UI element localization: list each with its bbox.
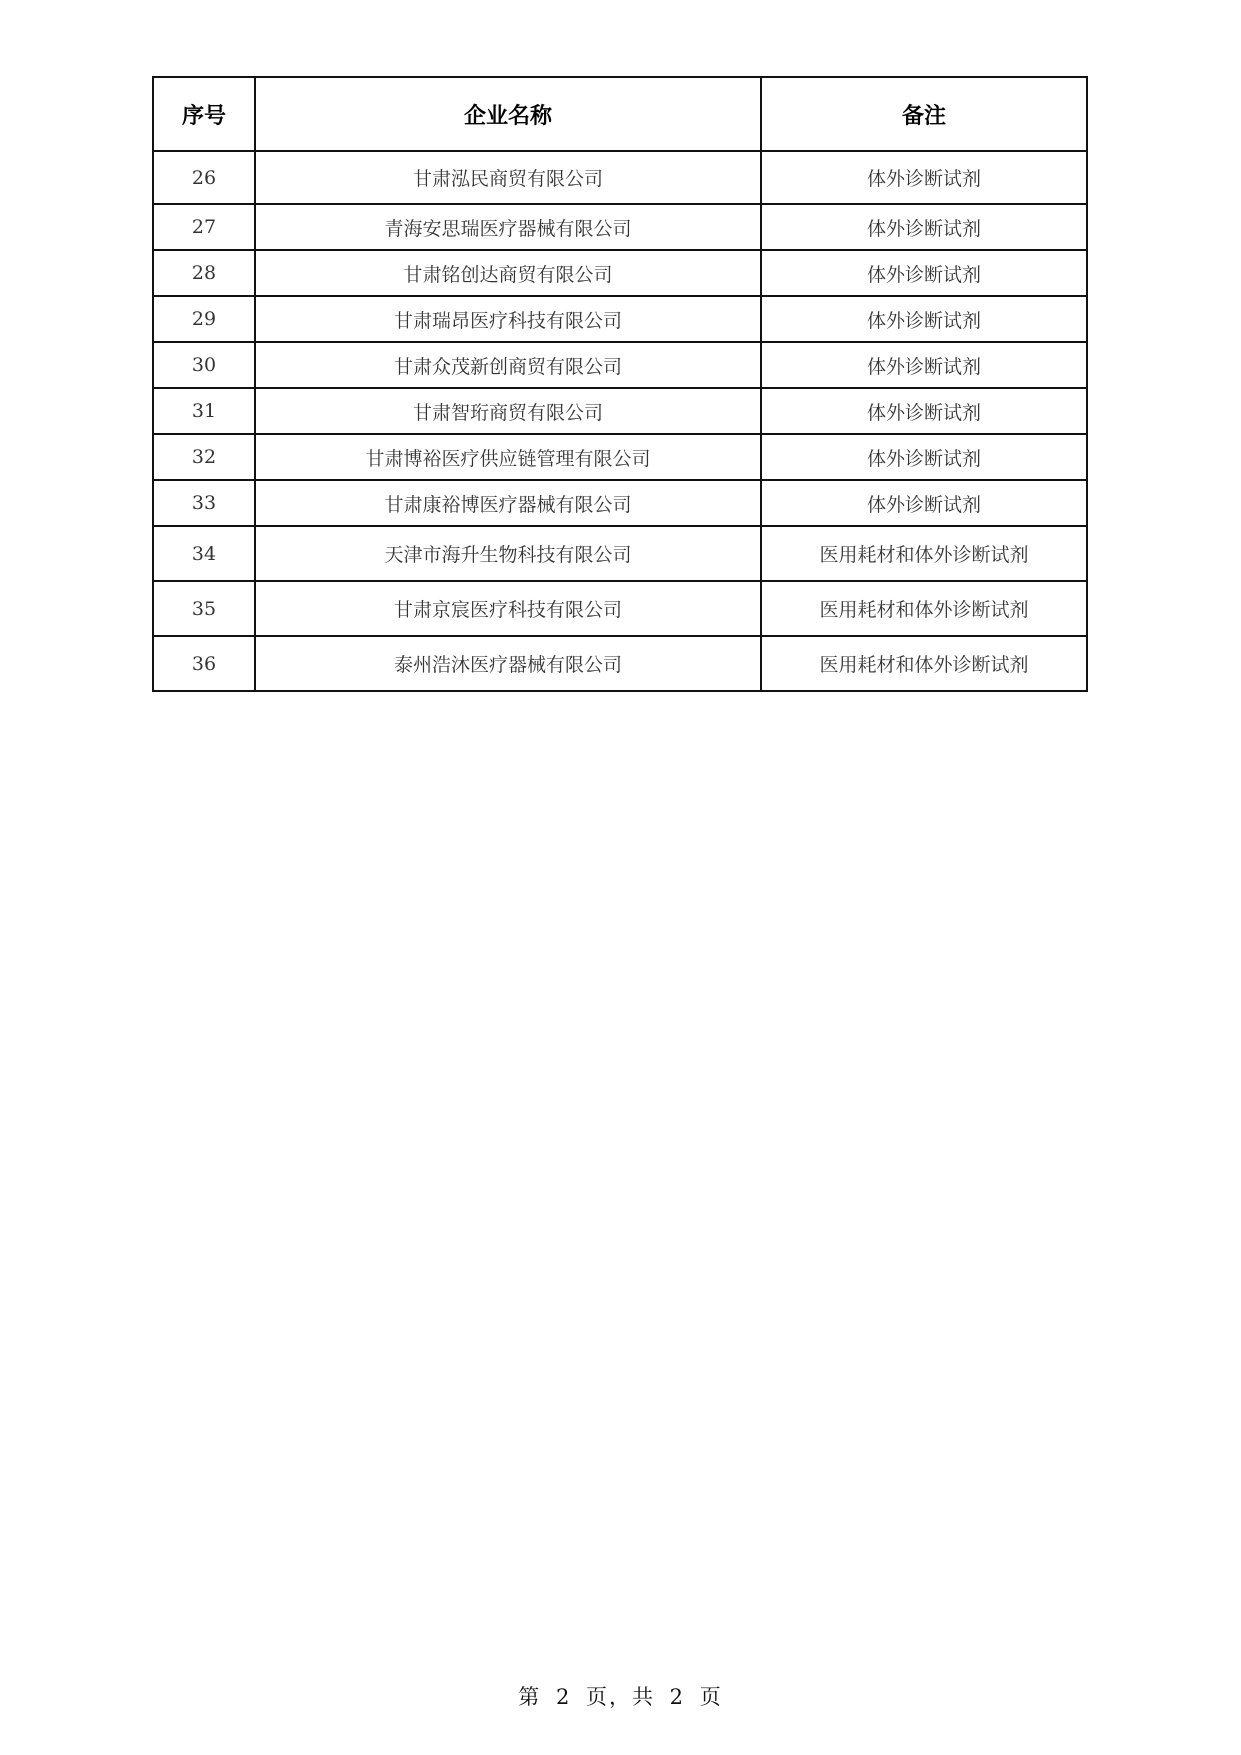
row-company-name: 青海安思瑞医疗器械有限公司 xyxy=(255,204,761,250)
row-no: 28 xyxy=(153,250,255,296)
table-row xyxy=(153,434,1087,480)
table-row xyxy=(153,581,1087,636)
row-no: 36 xyxy=(153,636,255,691)
row-no: 27 xyxy=(153,204,255,250)
table-row xyxy=(153,636,1087,691)
row-company-name: 甘肃众茂新创商贸有限公司 xyxy=(255,342,761,388)
header-company-name: 企业名称 xyxy=(255,77,761,151)
row-no: 35 xyxy=(153,581,255,636)
row-no: 30 xyxy=(153,342,255,388)
row-note: 医用耗材和体外诊断试剂 xyxy=(761,636,1087,691)
row-no: 33 xyxy=(153,480,255,526)
row-company-name: 甘肃康裕博医疗器械有限公司 xyxy=(255,480,761,526)
table-row xyxy=(153,480,1087,526)
row-company-name: 甘肃泓民商贸有限公司 xyxy=(255,151,761,204)
row-note: 体外诊断试剂 xyxy=(761,480,1087,526)
header-no: 序号 xyxy=(153,77,255,151)
row-company-name: 泰州浩沐医疗器械有限公司 xyxy=(255,636,761,691)
row-no: 29 xyxy=(153,296,255,342)
table-row xyxy=(153,204,1087,250)
row-company-name: 甘肃智珩商贸有限公司 xyxy=(255,388,761,434)
table-header-row xyxy=(153,77,1087,151)
table-row xyxy=(153,388,1087,434)
table-row xyxy=(153,342,1087,388)
table-row xyxy=(153,250,1087,296)
row-note: 医用耗材和体外诊断试剂 xyxy=(761,581,1087,636)
row-company-name: 天津市海升生物科技有限公司 xyxy=(255,526,761,581)
row-no: 32 xyxy=(153,434,255,480)
page-number-footer: 第 2 页，共 2 页 xyxy=(518,1685,723,1709)
row-note: 体外诊断试剂 xyxy=(761,342,1087,388)
row-note: 体外诊断试剂 xyxy=(761,204,1087,250)
row-company-name: 甘肃博裕医疗供应链管理有限公司 xyxy=(255,434,761,480)
table-row xyxy=(153,526,1087,581)
row-company-name: 甘肃铭创达商贸有限公司 xyxy=(255,250,761,296)
row-no: 26 xyxy=(153,151,255,204)
table-row xyxy=(153,296,1087,342)
row-company-name: 甘肃京宸医疗科技有限公司 xyxy=(255,581,761,636)
row-no: 34 xyxy=(153,526,255,581)
header-note: 备注 xyxy=(761,77,1087,151)
row-no: 31 xyxy=(153,388,255,434)
row-note: 体外诊断试剂 xyxy=(761,296,1087,342)
row-note: 体外诊断试剂 xyxy=(761,434,1087,480)
row-company-name: 甘肃瑞昂医疗科技有限公司 xyxy=(255,296,761,342)
row-note: 体外诊断试剂 xyxy=(761,388,1087,434)
row-note: 体外诊断试剂 xyxy=(761,151,1087,204)
row-note: 医用耗材和体外诊断试剂 xyxy=(761,526,1087,581)
company-table xyxy=(152,76,1088,692)
row-note: 体外诊断试剂 xyxy=(761,250,1087,296)
table-row xyxy=(153,151,1087,204)
